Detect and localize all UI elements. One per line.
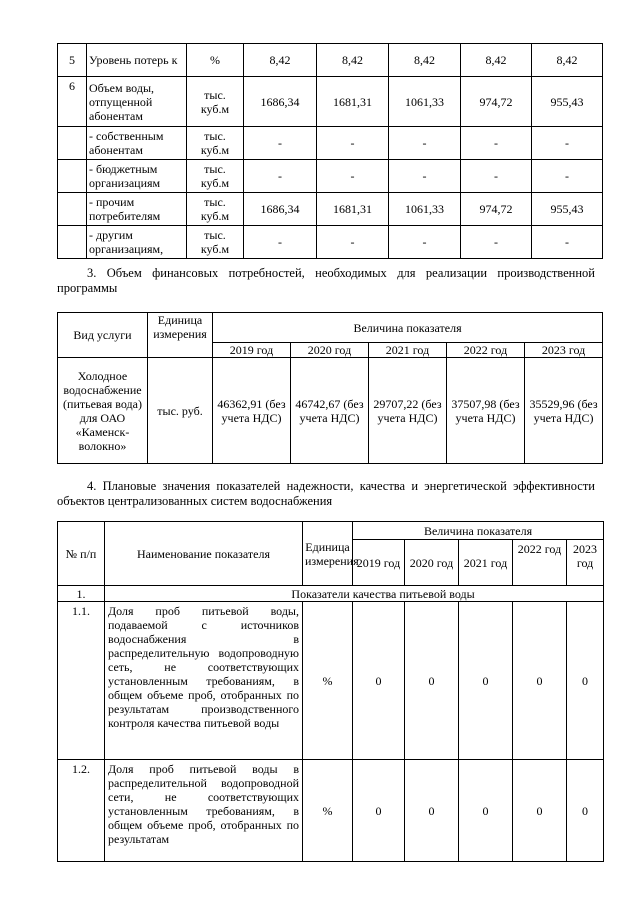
indicator-name: Доля проб питьевой воды, подаваемой с источников водоснабжения в распределительную водопроводную сеть, не соответствующих установленным требованиям, в общем объеме проб, отобранных по результатам производственного контроля качества питьевой воды [105, 602, 303, 760]
unit: тыс. куб.м [187, 77, 244, 127]
value-2021: 0 [459, 760, 513, 862]
value-2023: 0 [567, 602, 604, 760]
value-2019: 0 [353, 760, 405, 862]
value-2021: - [389, 127, 461, 160]
unit: тыс. куб.м [187, 127, 244, 160]
header-value: Величина показателя [353, 522, 604, 540]
table-row [58, 77, 603, 127]
indicators-table [57, 521, 604, 862]
value-2020: 8,42 [317, 44, 389, 77]
unit: тыс. руб. [148, 358, 213, 464]
header-service: Вид услуги [58, 313, 148, 358]
value-2021: 1061,33 [389, 193, 461, 226]
value-2020: 1681,31 [317, 193, 389, 226]
value-2022: - [461, 160, 532, 193]
value-2022: 0 [513, 760, 567, 862]
value-2021: 8,42 [389, 44, 461, 77]
section-4-line-2: объектов централизованных систем водоснабжения [57, 494, 333, 508]
row-number [58, 160, 87, 193]
table-row [58, 193, 603, 226]
value-2023: - [532, 127, 603, 160]
table-row [58, 127, 603, 160]
year-2022: 2022 год [513, 540, 567, 586]
value-2023: 955,43 [532, 193, 603, 226]
unit: % [303, 760, 353, 862]
amount-2020: 46742,67 (без учета НДС) [291, 358, 369, 464]
row-number: 1.1. [58, 602, 105, 760]
indicator-name: - бюджетным организациям [87, 160, 187, 193]
value-2023: 0 [567, 760, 604, 862]
unit: тыс. куб.м [187, 193, 244, 226]
year-2020: 2020 год [291, 343, 369, 358]
row-number: 5 [58, 44, 87, 77]
group-number: 1. [58, 586, 105, 602]
service-name: Холодное водоснабжение (питьевая вода) для ОАО «Каменск-волокно» [58, 358, 148, 464]
value-2023: 955,43 [532, 77, 603, 127]
header-unit: Единица измерения [303, 522, 353, 586]
section-3-line-2: программы [57, 281, 118, 295]
amount-2021: 29707,22 (без учета НДС) [369, 358, 447, 464]
group-title: Показатели качества питьевой воды [105, 586, 604, 602]
indicator-name: - другим организациям, [87, 226, 187, 259]
indicator-name: Доля проб питьевой воды в распределительной водопроводной сети, не соответствующих установленным требованиям, в общем объеме проб, отобранных по результатам [105, 760, 303, 862]
row-number: 1.2. [58, 760, 105, 862]
row-number [58, 226, 87, 259]
row-number: 6 [58, 77, 87, 127]
table-row [58, 160, 603, 193]
value-2022: 974,72 [461, 193, 532, 226]
production-table [57, 43, 603, 259]
value-2021: 0 [459, 602, 513, 760]
amount-2023: 35529,96 (без учета НДС) [525, 358, 603, 464]
header-num: № п/п [58, 522, 105, 586]
section-3-line-1: 3. Объем финансовых потребностей, необходимых для реализации производственной [87, 266, 595, 280]
unit: тыс. куб.м [187, 226, 244, 259]
value-2020: - [317, 160, 389, 193]
value-2021: - [389, 226, 461, 259]
value-2023: - [532, 226, 603, 259]
amount-2022: 37507,98 (без учета НДС) [447, 358, 525, 464]
value-2020: - [317, 127, 389, 160]
table-row [58, 226, 603, 259]
section-3-heading [57, 266, 595, 296]
year-2021: 2021 год [369, 343, 447, 358]
section-4-heading [57, 479, 595, 509]
value-2019: - [244, 160, 317, 193]
value-2020: 0 [405, 760, 459, 862]
value-2022: - [461, 127, 532, 160]
year-2020: 2020 год [405, 540, 459, 586]
value-2019: 1686,34 [244, 193, 317, 226]
header-unit: Единица измерения [148, 313, 213, 358]
year-2021: 2021 год [459, 540, 513, 586]
header-name: Наименование показателя [105, 522, 303, 586]
value-2019: 1686,34 [244, 77, 317, 127]
indicator-name: - собственным абонентам [87, 127, 187, 160]
value-2020: 1681,31 [317, 77, 389, 127]
year-2023: 2023 год [525, 343, 603, 358]
group-row [58, 586, 604, 602]
value-2019: - [244, 127, 317, 160]
value-2022: 8,42 [461, 44, 532, 77]
value-2020: 0 [405, 602, 459, 760]
value-2021: 1061,33 [389, 77, 461, 127]
unit: тыс. куб.м [187, 160, 244, 193]
table-row [58, 602, 604, 760]
value-2019: - [244, 226, 317, 259]
value-2021: - [389, 160, 461, 193]
table-row [58, 44, 603, 77]
value-2022: 974,72 [461, 77, 532, 127]
unit: % [187, 44, 244, 77]
value-2019: 0 [353, 602, 405, 760]
year-2022: 2022 год [447, 343, 525, 358]
unit: % [303, 602, 353, 760]
value-2022: 0 [513, 602, 567, 760]
value-2023: 8,42 [532, 44, 603, 77]
indicator-name: Объем воды, отпущенной абонентам [87, 77, 187, 127]
value-2019: 8,42 [244, 44, 317, 77]
value-2023: - [532, 160, 603, 193]
row-number [58, 127, 87, 160]
value-2022: - [461, 226, 532, 259]
table-row [58, 760, 604, 862]
amount-2019: 46362,91 (без учета НДС) [213, 358, 291, 464]
year-2019: 2019 год [213, 343, 291, 358]
indicator-name: - прочим потребителям [87, 193, 187, 226]
section-4-line-1: 4. Плановые значения показателей надежности, качества и энергетической эффективности [87, 479, 595, 493]
row-number [58, 193, 87, 226]
table-row [58, 358, 603, 464]
header-value: Величина показателя [213, 313, 603, 343]
year-2023: 2023 год [567, 540, 604, 586]
value-2020: - [317, 226, 389, 259]
year-2019: 2019 год [353, 540, 405, 586]
financial-needs-table [57, 312, 603, 464]
indicator-name: Уровень потерь к [87, 44, 187, 77]
